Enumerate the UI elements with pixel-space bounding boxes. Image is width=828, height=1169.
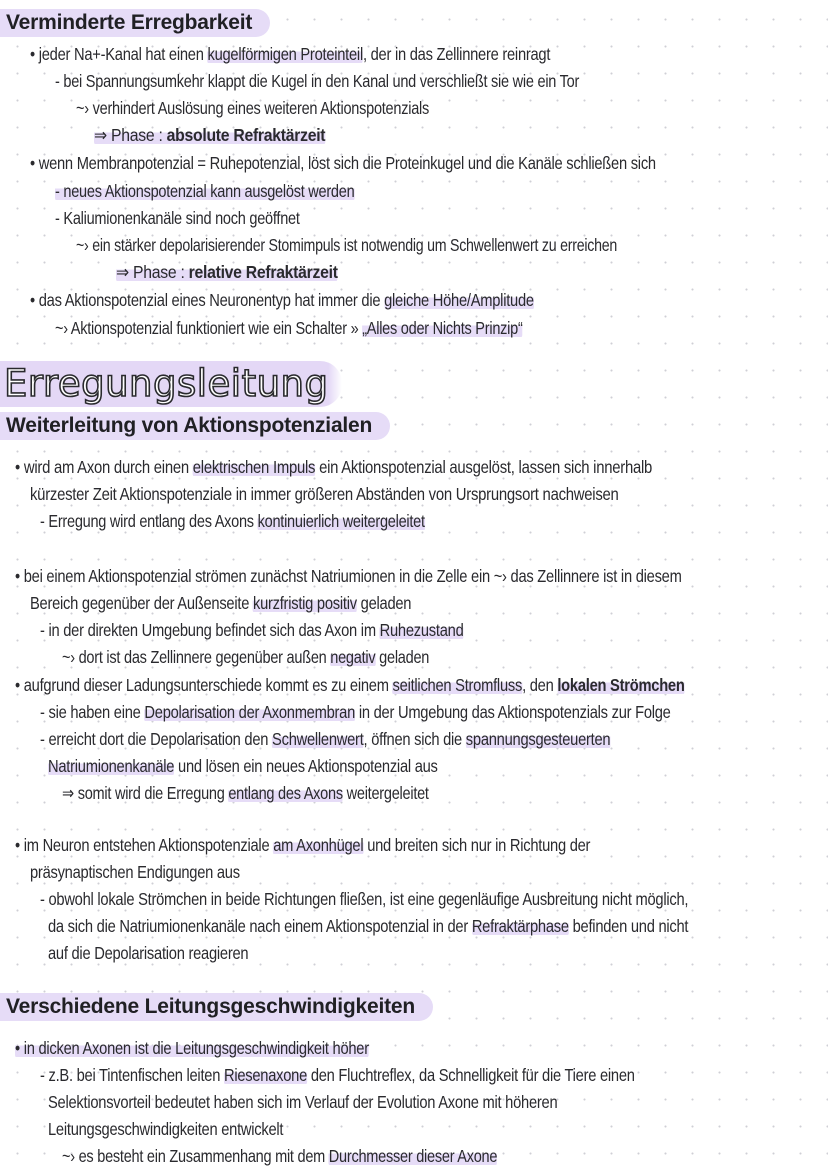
- highlight: kurzfristig positiv: [252, 593, 357, 613]
- highlight: „Alles oder Nichts Prinzip“: [362, 318, 523, 338]
- text-line: [62, 646, 429, 668]
- text-span: weitergeleitet: [342, 783, 429, 803]
- text-span: , der in das Zellinnere reinragt: [362, 44, 551, 64]
- highlight: kugelförmigen Proteinteil: [207, 44, 363, 64]
- text-line: • bei einem Aktionspotenzial strömen zunächst Natriumionen in die Zelle ein ~› das Zellinnere ist in diesem: [15, 566, 682, 586]
- highlight: [116, 262, 338, 282]
- highlight: gleiche Höhe/Amplitude: [384, 290, 534, 310]
- highlight: Riesenaxone: [223, 1065, 308, 1085]
- text-span: • jeder Na+-Kanal hat einen: [30, 44, 208, 64]
- page-title: Erregungsleitung: [0, 361, 342, 407]
- text-line: [62, 782, 429, 804]
- text-line: [30, 592, 411, 614]
- highlight: - neues Aktionspotenzial kann ausgelöst werden: [55, 181, 355, 201]
- text-line: Leitungsgeschwindigkeiten entwickelt: [48, 1119, 284, 1139]
- highlight: Ruhezustand: [379, 620, 464, 640]
- text-span: befinden und nicht: [568, 916, 689, 936]
- text-span: • im Neuron entstehen Aktionspotenziale: [15, 835, 274, 855]
- highlight: spannungsgesteuerten: [465, 729, 611, 749]
- text-line: [40, 701, 671, 723]
- highlight: Schwellenwert: [272, 729, 364, 749]
- heading-weiterleitung: Weiterleitung von Aktionspotenzialen: [0, 412, 390, 440]
- highlight: elektrischen Impuls: [192, 457, 316, 477]
- heading-leitungsgeschwindigkeiten: Verschiedene Leitungsgeschwindigkeiten: [0, 993, 433, 1021]
- text-span: • aufgrund dieser Ladungsunterschiede kommt es zu einem: [15, 675, 393, 695]
- text-line: [15, 674, 685, 696]
- text-line: [30, 289, 534, 311]
- text-line: [15, 834, 590, 856]
- text-span: - z.B. bei Tintenfischen leiten: [40, 1065, 224, 1085]
- highlight: Depolarisation der Axonmembran: [144, 702, 356, 722]
- text-line: • wenn Membranpotenzial = Ruhepotenzial, löst sich die Proteinkugel und die Kanäle schließen sich: [30, 153, 656, 173]
- text-span: ⇒ Phase :: [116, 262, 189, 282]
- text-line: [116, 261, 338, 283]
- text-line: [94, 124, 325, 146]
- text-span: da sich die Natriumionenkanäle nach einem Aktionspotenzial in der: [48, 916, 472, 936]
- highlight: seitlichen Stromfluss: [392, 675, 523, 695]
- highlight: • in dicken Axonen ist die Leitungsgeschwindigkeit höher: [15, 1038, 369, 1058]
- bold-term: lokalen Strömchen: [557, 675, 685, 695]
- text-span: ~› dort ist das Zellinnere gegenüber außen: [62, 647, 331, 667]
- bold-term: absolute Refraktärzeit: [166, 125, 326, 145]
- text-line: [40, 1064, 635, 1086]
- text-line: [48, 915, 688, 937]
- highlight: negativ: [330, 647, 376, 667]
- text-span: und breiten sich nur in Richtung der: [363, 835, 591, 855]
- text-line: [48, 755, 438, 777]
- text-line: [62, 1145, 497, 1167]
- text-line: [55, 317, 523, 339]
- text-span: und lösen ein neues Aktionspotenzial aus: [174, 756, 438, 776]
- highlight: kontinuierlich weitergeleitet: [257, 511, 425, 531]
- text-line: [40, 619, 464, 641]
- text-line: auf die Depolarisation reagieren: [48, 943, 249, 963]
- text-span: geladen: [375, 647, 430, 667]
- highlight: entlang des Axons: [228, 783, 343, 803]
- text-line: - bei Spannungsumkehr klappt die Kugel in den Kanal und verschließt sie wie ein Tor: [55, 71, 580, 91]
- heading-verminderte-erregbarkeit: Verminderte Erregbarkeit: [0, 9, 270, 37]
- bold-term: relative Refraktärzeit: [188, 262, 338, 282]
- text-line: [40, 728, 610, 750]
- text-span: - Erregung wird entlang des Axons: [40, 511, 258, 531]
- text-line: [30, 43, 550, 65]
- text-span: • wird am Axon durch einen: [15, 457, 193, 477]
- highlight: Refraktärphase: [471, 916, 569, 936]
- text-line: ~› ein stärker depolarisierender Stomimpuls ist notwendig um Schwellenwert zu erreichen: [76, 235, 618, 255]
- text-line: [15, 456, 652, 478]
- text-line: präsynaptischen Endigungen aus: [30, 862, 240, 882]
- text-span: in der Umgebung das Aktionspotenzials zur Folge: [355, 702, 671, 722]
- text-span: ~› es besteht ein Zusammenhang mit dem: [62, 1146, 329, 1166]
- text-span: den Fluchtreflex, da Schnelligkeit für die Tiere einen: [307, 1065, 635, 1085]
- text-span: , den: [522, 675, 558, 695]
- text-line: - obwohl lokale Strömchen in beide Richtungen fließen, ist eine gegenläufige Ausbreitung nicht möglich,: [40, 889, 689, 909]
- text-span: ein Aktionspotenzial ausgelöst, lassen sich innerhalb: [315, 457, 653, 477]
- text-line: ~› verhindert Auslösung eines weiteren Aktionspotenzials: [76, 98, 430, 118]
- text-span: ⇒ somit wird die Erregung: [62, 783, 229, 803]
- highlight: Natriumionenkanäle: [48, 756, 175, 776]
- highlight: Durchmesser dieser Axone: [328, 1146, 498, 1166]
- text-span: ~› Aktionspotenzial funktioniert wie ein Schalter »: [55, 318, 363, 338]
- text-span: geladen: [356, 593, 412, 613]
- text-line: [40, 510, 425, 532]
- text-span: , öffnen sich die: [363, 729, 466, 749]
- text-line: Selektionsvorteil bedeutet haben sich im Verlauf der Evolution Axone mit höheren: [48, 1092, 558, 1112]
- text-line: [15, 1037, 369, 1059]
- text-span: - erreicht dort die Depolarisation den: [40, 729, 273, 749]
- text-line: kürzester Zeit Aktionspotenziale in immer größeren Abständen von Ursprungsort nachweisen: [30, 484, 619, 504]
- text-span: ⇒ Phase :: [94, 125, 167, 145]
- text-span: Bereich gegenüber der Außenseite: [30, 593, 253, 613]
- highlight: [94, 125, 325, 145]
- text-line: - Kaliumionenkanäle sind noch geöffnet: [55, 208, 300, 228]
- highlight: am Axonhügel: [273, 835, 364, 855]
- text-span: - in der direkten Umgebung befindet sich das Axon im: [40, 620, 380, 640]
- text-line: [55, 180, 354, 202]
- text-span: • das Aktionspotenzial eines Neuronentyp hat immer die: [30, 290, 385, 310]
- text-span: - sie haben eine: [40, 702, 145, 722]
